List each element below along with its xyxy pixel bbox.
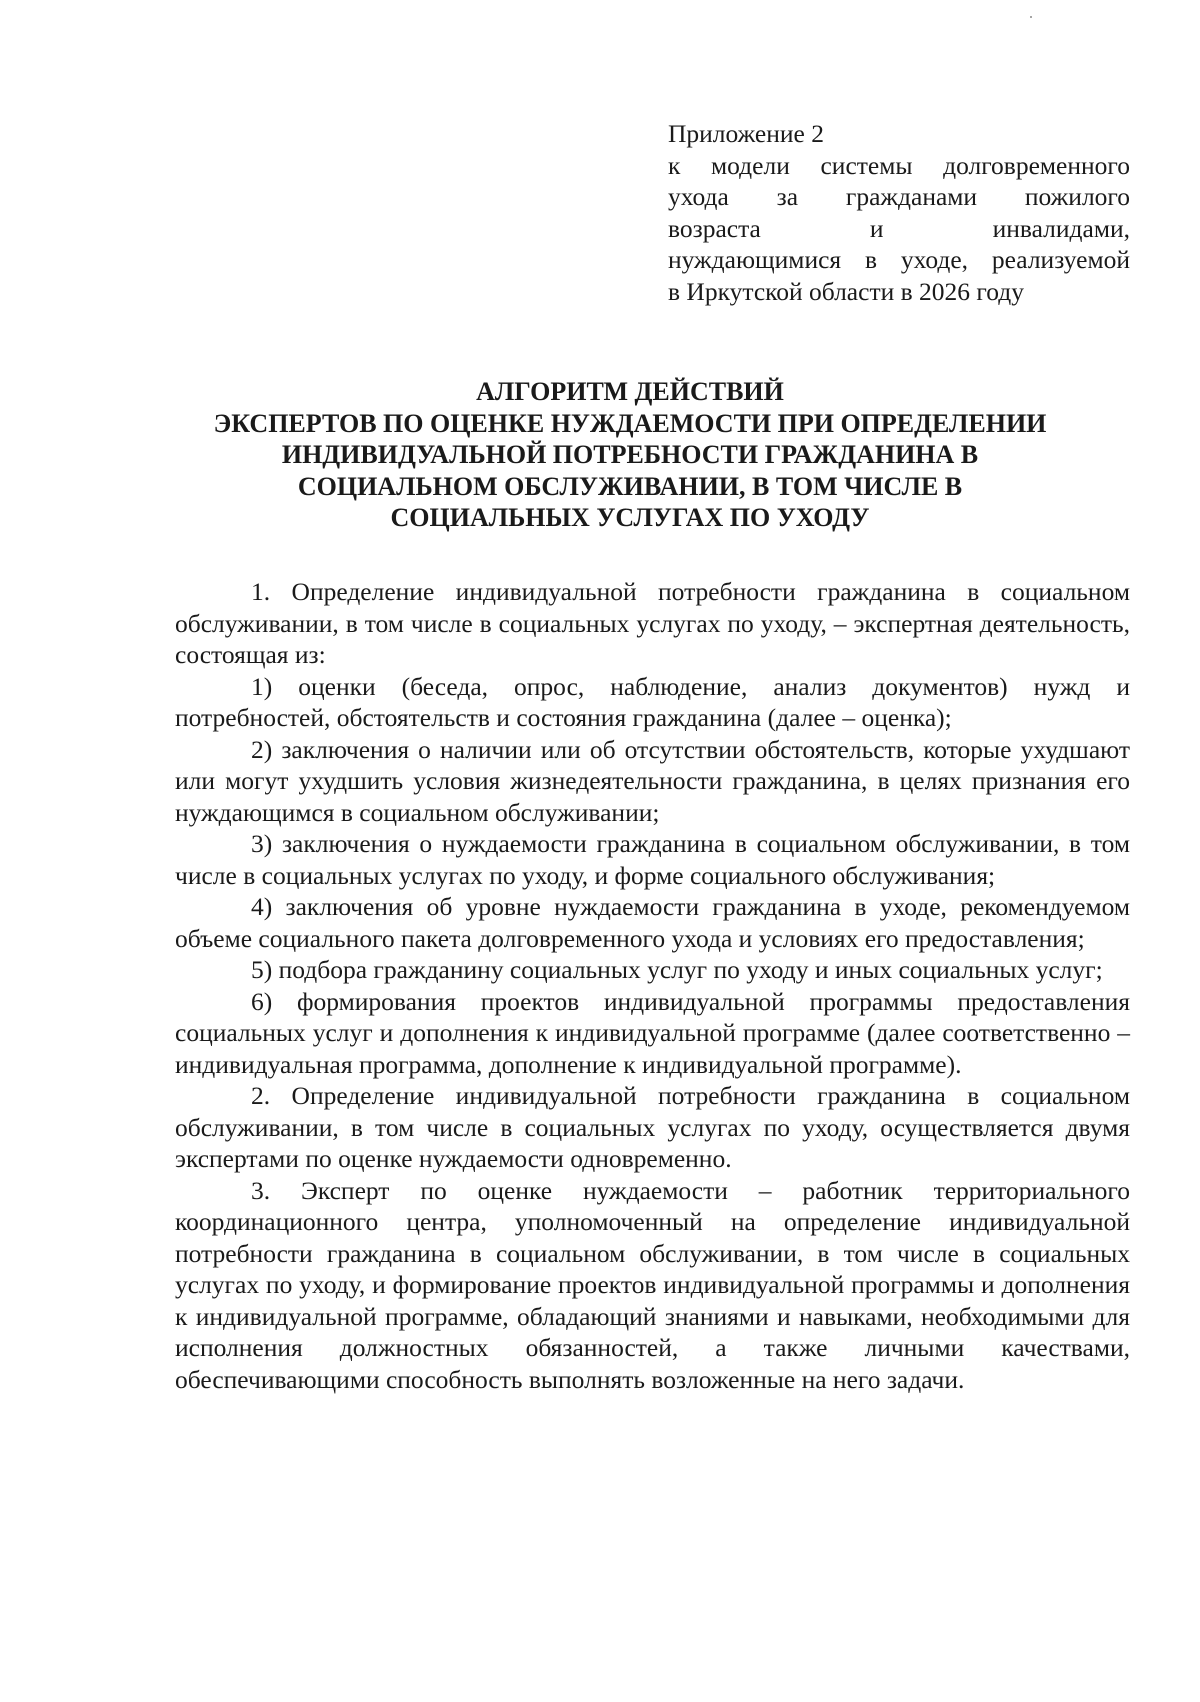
appendix-line: к модели системы долговременного	[668, 150, 1130, 180]
heading-line: СОЦИАЛЬНЫХ УСЛУГАХ ПО УХОДУ	[390, 503, 870, 532]
document-body	[175, 576, 1130, 1395]
heading-line: АЛГОРИТМ ДЕЙСТВИЙ	[476, 377, 784, 406]
scan-speck	[1030, 16, 1032, 18]
heading-line: ЭКСПЕРТОВ ПО ОЦЕНКЕ НУЖДАЕМОСТИ ПРИ ОПРЕДЕЛЕНИИ	[213, 408, 1047, 438]
appendix-line: нуждающимися в уходе, реализуемой	[668, 245, 1130, 274]
list-item-6: 6) формирования проектов индивидуальной программы предоставления социальных услуг и дополнения к индивидуальной программе (далее соответственно – индивидуальная программа, дополнение к индивидуальной программе).	[175, 986, 1130, 1079]
list-item-1: 1) оценки (беседа, опрос, наблюдение, анализ документов) нужд и потребностей, обстоятельств и состояния гражданина (далее – оценка);	[175, 671, 1130, 732]
paragraph-1: 1. Определение индивидуальной потребности гражданина в социальном обслуживании, в том числе в социальных услугах по уходу, – экспертная деятельность, состоящая из:	[175, 577, 1130, 669]
heading-line: ИНДИВИДУАЛЬНОЙ ПОТРЕБНОСТИ ГРАЖДАНИНА В	[281, 440, 979, 469]
paragraph-3: 3. Эксперт по оценке нуждаемости – работник территориального координационного центра, уполномоченный на определение индивидуальной потребности гражданина в социальном обслуживании, в том числе в социальных услугах по уходу, и формирование проектов индивидуальной программы и дополнения к индивидуальной программе, обладающий знаниями и навыками, необходимыми для исполнения должностных обязанностей, а также личными качествами, обеспечивающими способность выполнять возложенные на него задачи.	[175, 1175, 1130, 1394]
appendix-line: возраста и инвалидами,	[668, 213, 1130, 243]
list-item-5: 5) подбора гражданину социальных услуг по уходу и иных социальных услуг;	[251, 955, 1103, 984]
heading-line: СОЦИАЛЬНОМ ОБСЛУЖИВАНИИ, В ТОМ ЧИСЛЕ В	[297, 471, 963, 501]
list-item-4: 4) заключения об уровне нуждаемости гражданина в уходе, рекомендуемом объеме социального пакета долговременного ухода и условиях его предоставления;	[175, 892, 1130, 953]
appendix-line: в Иркутской области в 2026 году	[668, 276, 1024, 306]
paragraph-2: 2. Определение индивидуальной потребности гражданина в социальном обслуживании, в том числе в социальных услугах по уходу, осуществляется двумя экспертами по оценке нуждаемости одновременно.	[175, 1081, 1130, 1173]
list-item-2: 2) заключения о наличии или об отсутствии обстоятельств, которые ухудшают или могут ухудшить условия жизнедеятельности гражданина, в целях признания его нуждающимся в социальном обслуживании;	[175, 734, 1130, 827]
list-item-3: 3) заключения о нуждаемости гражданина в социальном обслуживании, в том числе в социальных услугах по уходу, и форме социального обслуживания;	[175, 829, 1130, 890]
document-heading	[130, 376, 1130, 534]
appendix-block	[668, 118, 1130, 307]
appendix-title: Приложение 2	[668, 119, 824, 148]
appendix-line: ухода за гражданами пожилого	[668, 182, 1130, 211]
